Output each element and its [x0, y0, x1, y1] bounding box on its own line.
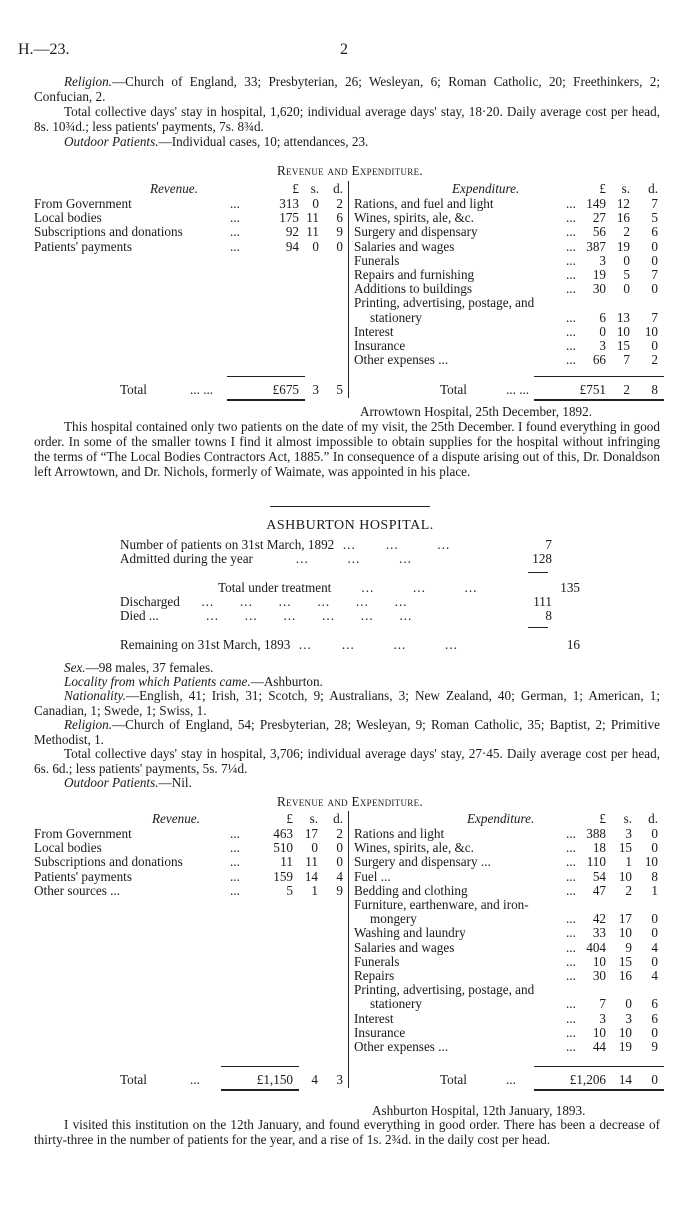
expenditure-row-shillings: 19 — [618, 1039, 632, 1054]
expenditure-row-pence: 9 — [651, 1039, 658, 1054]
expenditure-row-pounds: 404 — [586, 939, 606, 955]
expenditure-total-label: Total — [440, 382, 467, 397]
revenue-row-shillings: 11 — [306, 224, 319, 240]
expenditure-row-label: Salaries and wages — [354, 939, 455, 955]
expenditure-row-shillings: 3 — [625, 826, 632, 841]
expenditure-row-label: Bedding and clothing — [354, 882, 468, 898]
revenue-currency-head: s. — [309, 811, 318, 826]
expenditure-total-dots: ... ... — [506, 382, 530, 397]
revenue-row-pence: 0 — [336, 840, 343, 856]
expenditure-row-pence: 6 — [651, 1010, 658, 1026]
revenue-row-dots: ... — [230, 196, 240, 211]
expenditure-row-shillings: 0 — [623, 252, 630, 268]
expenditure-row-pence: 4 — [651, 968, 658, 983]
expenditure-row-pounds: 30 — [592, 968, 606, 983]
expenditure-row-shillings: 10 — [616, 323, 630, 339]
expenditure-row-dots: ... — [566, 996, 576, 1012]
expenditure-row-shillings: 2 — [625, 882, 632, 898]
ashburton-stay: Total collective days' stay in hospital, 3,706; individual average days' stay, 27·45. Daily average cost per head, 6s. 6d.; less patients' payments, 5s. 7¼d. — [34, 746, 660, 776]
revenue-total-label: Total — [120, 1072, 147, 1087]
expenditure-row-pounds: 10 — [592, 1024, 606, 1040]
revenue-total-pence: 5 — [336, 382, 343, 397]
expenditure-row-dots: ... — [566, 281, 576, 297]
revenue-total-dots: ... ... — [190, 382, 214, 397]
expenditure-row-shillings: 15 — [618, 840, 632, 856]
expenditure-row-label: Insurance — [354, 338, 406, 353]
expenditure-row-pounds: 33 — [592, 925, 606, 941]
ashburton-table-title: Revenue and Expenditure. — [277, 794, 423, 809]
expenditure-row-dots: ... — [566, 1010, 576, 1026]
revenue-row-label: Other sources ... — [34, 882, 121, 898]
stat-rule — [528, 572, 548, 573]
expenditure-row-pence: 7 — [651, 196, 658, 211]
expenditure-row-dots: ... — [566, 953, 576, 969]
revenue-row-dots: ... — [230, 854, 240, 870]
expenditure-row-shillings: 7 — [623, 352, 630, 368]
expenditure-row-dots: ... — [566, 882, 576, 898]
expenditure-row-pence: 1 — [651, 882, 658, 898]
revenue-row-shillings: 14 — [304, 868, 318, 884]
expenditure-row-label: Wines, spirits, ale, &c. — [354, 840, 474, 856]
revenue-row-shillings: 11 — [306, 210, 319, 226]
expenditure-currency-head: £ — [599, 181, 606, 196]
expenditure-row-shillings: 16 — [616, 210, 630, 226]
expenditure-row-pence: 10 — [644, 323, 658, 339]
expenditure-currency-head: d. — [648, 181, 658, 196]
arrowtown-religion: Religion.—Church of England, 33; Presbyterian, 26; Wesleyan, 6; Roman Catholic, 20; Freethinkers, 2; Confucian, 2. — [34, 74, 660, 104]
column-separator — [348, 811, 349, 1088]
revenue-row-dots: ... — [230, 868, 240, 884]
revenue-row-dots: ... — [230, 224, 240, 240]
expenditure-total-dots: ... — [506, 1072, 516, 1087]
ashburton-nationality: Nationality.—English, 41; Irish, 31; Scotch, 9; Australians, 3; New Zealand, 40; German, 1; American, 1; Canadian, 1; Swede, 1; Swiss, 1. — [34, 688, 660, 718]
revenue-row-label: Subscriptions and donations — [34, 224, 183, 240]
expenditure-row-pounds: 44 — [592, 1039, 606, 1054]
expenditure-row-dots: ... — [566, 352, 576, 368]
revenue-total-shillings: 4 — [311, 1072, 318, 1087]
revenue-heading: Revenue. — [150, 181, 198, 196]
stat-number-label: Number of patients on 31st March, 1892 ... ... ... — [120, 537, 451, 552]
expenditure-row-pence: 6 — [651, 996, 658, 1012]
revenue-currency-head: s. — [310, 181, 319, 196]
revenue-row-pounds: 510 — [273, 840, 293, 856]
ashburton-title: ASHBURTON HOSPITAL. — [266, 518, 434, 533]
expenditure-row-dots: ... — [566, 826, 576, 841]
revenue-row-pounds: 463 — [273, 826, 293, 841]
expenditure-row-dots: ... — [566, 1024, 576, 1040]
revenue-row-pounds: 159 — [273, 868, 293, 884]
expenditure-row-label: Washing and laundry — [354, 925, 466, 941]
expenditure-total-pounds: £751 — [579, 382, 606, 397]
ashburton-signature: Ashburton Hospital, 12th January, 1893. — [372, 1103, 586, 1118]
expenditure-row-label: Interest — [354, 1010, 394, 1026]
revenue-row-pence: 0 — [336, 238, 343, 254]
expenditure-row-label: Funerals — [354, 953, 400, 969]
expenditure-row-pence: 0 — [651, 1024, 658, 1040]
revenue-row-label: Subscriptions and donations — [34, 854, 183, 870]
revenue-row-pounds: 313 — [279, 196, 299, 211]
expenditure-row-shillings: 10 — [618, 868, 632, 884]
revenue-total-pounds: £675 — [272, 382, 299, 397]
expenditure-row-pounds: 56 — [592, 224, 606, 240]
expenditure-row-pounds: 54 — [592, 868, 606, 884]
revenue-row-dots: ... — [230, 840, 240, 856]
expenditure-row-dots: ... — [566, 840, 576, 856]
expenditure-row-dots: ... — [566, 911, 576, 927]
expenditure-row-shillings: 0 — [623, 281, 630, 297]
expenditure-row-pounds: 7 — [599, 996, 606, 1012]
revenue-currency-head: d. — [333, 811, 343, 826]
expenditure-row-pence: 0 — [651, 840, 658, 856]
expenditure-currency-head: s. — [621, 181, 630, 196]
revenue-row-pounds: 94 — [285, 238, 299, 254]
expenditure-row-dots: ... — [566, 210, 576, 226]
expenditure-row-label: Repairs — [354, 968, 395, 983]
expenditure-row-pounds: 10 — [592, 953, 606, 969]
column-separator — [348, 181, 349, 398]
expenditure-row-pounds: 3 — [599, 1010, 606, 1026]
expenditure-row-dots: ... — [566, 196, 576, 211]
revenue-row-dots: ... — [230, 210, 240, 226]
expenditure-row-label: stationery — [370, 996, 423, 1012]
revenue-row-shillings: 0 — [311, 840, 318, 856]
revenue-total-rule — [221, 1066, 299, 1067]
expenditure-row-shillings: 15 — [618, 953, 632, 969]
expenditure-row-shillings: 10 — [618, 925, 632, 941]
page-number: 2 — [340, 41, 348, 58]
expenditure-row-label: Other expenses ... — [354, 352, 449, 368]
expenditure-row-pounds: 3 — [599, 338, 606, 353]
expenditure-row-dots: ... — [566, 925, 576, 941]
revenue-row-dots: ... — [230, 238, 240, 254]
stat-remaining-label: Remaining on 31st March, 1893 ... ... ... ... — [120, 637, 458, 652]
page-header-ref: H.—23. — [18, 41, 70, 58]
revenue-currency-head: £ — [292, 181, 299, 196]
expenditure-row-pence: 0 — [651, 953, 658, 969]
section-divider — [270, 506, 430, 507]
revenue-row-label: From Government — [34, 826, 132, 841]
expenditure-row-label: Printing, advertising, postage, and — [354, 982, 535, 998]
expenditure-row-label: Surgery and dispensary — [354, 224, 478, 240]
arrowtown-table-title: Revenue and Expenditure. — [277, 163, 423, 178]
expenditure-row-dots: ... — [566, 338, 576, 353]
revenue-row-shillings: 11 — [305, 854, 318, 870]
expenditure-total-pounds: £1,206 — [569, 1072, 606, 1087]
expenditure-row-pounds: 19 — [592, 267, 606, 282]
revenue-row-shillings: 0 — [312, 238, 319, 254]
expenditure-row-label: Printing, advertising, postage, and — [354, 295, 535, 311]
stat-died-label: Died ... ... ... ... ... ... ... — [120, 608, 413, 623]
expenditure-row-dots: ... — [566, 868, 576, 884]
revenue-row-shillings: 1 — [311, 882, 318, 898]
expenditure-row-shillings: 3 — [625, 1010, 632, 1026]
revenue-row-label: From Government — [34, 196, 132, 211]
expenditure-row-dots: ... — [566, 309, 576, 325]
expenditure-row-pence: 0 — [651, 281, 658, 297]
revenue-row-label: Local bodies — [34, 210, 102, 226]
expenditure-row-pence: 2 — [651, 352, 658, 368]
revenue-heading: Revenue. — [152, 811, 200, 826]
revenue-row-label: Patients' payments — [34, 238, 132, 254]
expenditure-heading: Expenditure. — [467, 811, 535, 826]
revenue-total-pounds: £1,150 — [256, 1072, 293, 1087]
expenditure-row-label: Furniture, earthenware, and iron- — [354, 897, 529, 912]
stat-rule-2 — [528, 627, 548, 628]
ashburton-religion: Religion.—Church of England, 54; Presbyterian, 28; Wesleyan, 9; Roman Catholic, 35; Baptist, 2; Primitive Methodist, 1. — [34, 717, 660, 747]
expenditure-row-label: Other expenses ... — [354, 1039, 449, 1054]
expenditure-row-label: Funerals — [354, 252, 400, 268]
expenditure-row-shillings: 15 — [616, 338, 630, 353]
expenditure-row-pounds: 387 — [586, 238, 606, 254]
expenditure-row-dots: ... — [566, 267, 576, 282]
expenditure-row-label: Insurance — [354, 1024, 406, 1040]
stat-remaining-value: 16 — [566, 637, 580, 652]
stat-total-value: 135 — [560, 580, 580, 595]
expenditure-total-shillings: 2 — [623, 382, 630, 397]
expenditure-row-pounds: 6 — [599, 309, 606, 325]
revenue-row-pence: 6 — [336, 210, 343, 226]
expenditure-row-label: Salaries and wages — [354, 238, 455, 254]
expenditure-row-label: Interest — [354, 323, 394, 339]
revenue-currency-head: £ — [286, 811, 293, 826]
expenditure-total-double-rule — [534, 1089, 664, 1091]
revenue-total-double-rule — [221, 1089, 299, 1091]
expenditure-row-dots: ... — [566, 252, 576, 268]
revenue-row-pence: 2 — [336, 196, 343, 211]
expenditure-currency-head: £ — [599, 811, 606, 826]
expenditure-row-pounds: 42 — [592, 911, 606, 927]
expenditure-row-shillings: 10 — [618, 1024, 632, 1040]
revenue-row-shillings: 17 — [304, 826, 318, 841]
expenditure-currency-head: d. — [648, 811, 658, 826]
arrowtown-outdoor: Outdoor Patients.—Individual cases, 10; attendances, 23. — [64, 134, 369, 149]
revenue-row-pounds: 5 — [286, 882, 293, 898]
revenue-total-shillings: 3 — [312, 382, 319, 397]
expenditure-total-rule — [534, 376, 664, 377]
expenditure-row-dots: ... — [566, 968, 576, 983]
revenue-row-pence: 2 — [336, 826, 343, 841]
ashburton-sex: Sex.—98 males, 37 females. — [64, 660, 214, 675]
revenue-total-rule — [227, 376, 305, 377]
expenditure-row-dots: ... — [566, 854, 576, 870]
expenditure-row-shillings: 0 — [625, 996, 632, 1012]
expenditure-row-shillings: 17 — [618, 911, 632, 927]
expenditure-row-shillings: 12 — [616, 196, 630, 211]
expenditure-row-pounds: 0 — [599, 323, 606, 339]
revenue-row-pence: 0 — [336, 854, 343, 870]
arrowtown-report: This hospital contained only two patients on the date of my visit, the 25th December. I found everything in good order. In some of the smaller towns I find it almost impossible to obtain supplies for the hospital without infringing the terms of “The Local Bodies Contractors Act, 1885.” In consequence of a dispute arising out of this, Dr. Donaldson left Arrowtown, and Dr. Nichols, formerly of Waimate, was appointed in his place. — [34, 419, 660, 479]
expenditure-row-pounds: 47 — [592, 882, 606, 898]
stat-discharged-label: Discharged ... ... ... ... ... ... — [120, 594, 408, 609]
revenue-row-pence: 9 — [336, 224, 343, 240]
expenditure-row-label: Rations and light — [354, 826, 445, 841]
expenditure-row-label: Repairs and furnishing — [354, 267, 475, 282]
ashburton-report: I visited this institution on the 12th January, and found everything in good order. There has been a decrease of thirty-three in the number of patients for the year, and a rise of 1s. 2¾d. in the daily cost per head. — [34, 1117, 660, 1147]
expenditure-currency-head: s. — [623, 811, 632, 826]
expenditure-row-dots: ... — [566, 1039, 576, 1054]
expenditure-row-shillings: 9 — [625, 939, 632, 955]
expenditure-row-label: Fuel ... — [354, 868, 391, 884]
stat-discharged-value: 111 — [533, 594, 552, 609]
expenditure-row-pence: 0 — [651, 338, 658, 353]
expenditure-row-pence: 5 — [651, 210, 658, 226]
revenue-total-dots: ... — [190, 1072, 200, 1087]
expenditure-row-label: Surgery and dispensary ... — [354, 854, 491, 870]
expenditure-row-label: mongery — [370, 911, 417, 927]
stat-admitted-value: 128 — [532, 551, 552, 566]
expenditure-row-shillings: 5 — [623, 267, 630, 282]
expenditure-row-label: stationery — [370, 309, 423, 325]
expenditure-row-pence: 0 — [651, 925, 658, 941]
expenditure-row-dots: ... — [566, 323, 576, 339]
expenditure-row-label: Rations, and fuel and light — [354, 196, 494, 211]
revenue-row-shillings: 0 — [312, 196, 319, 211]
expenditure-row-label: Additions to buildings — [354, 281, 472, 297]
revenue-total-double-rule — [227, 399, 305, 401]
expenditure-row-pounds: 149 — [586, 196, 606, 211]
revenue-row-label: Patients' payments — [34, 868, 132, 884]
expenditure-total-label: Total — [440, 1072, 467, 1087]
expenditure-row-pence: 10 — [644, 854, 658, 870]
expenditure-row-pounds: 388 — [586, 826, 606, 841]
ashburton-locality: Locality from which Patients came.—Ashburton. — [64, 674, 323, 689]
expenditure-row-pounds: 30 — [592, 281, 606, 297]
expenditure-row-shillings: 13 — [616, 309, 630, 325]
expenditure-total-pence: 0 — [651, 1072, 658, 1087]
arrowtown-stay: Total collective days' stay in hospital, 1,620; individual average days' stay, 18·20. Daily average cost per head, 8s. 10¾d.; less patients' payments, 7s. 8¾d. — [34, 104, 660, 134]
revenue-row-pounds: 175 — [279, 210, 299, 226]
expenditure-total-double-rule — [534, 399, 664, 401]
expenditure-row-shillings: 16 — [618, 968, 632, 983]
ashburton-outdoor: Outdoor Patients.—Nil. — [64, 775, 192, 790]
revenue-currency-head: d. — [333, 181, 343, 196]
expenditure-row-label: Wines, spirits, ale, &c. — [354, 210, 474, 226]
revenue-total-label: Total — [120, 382, 147, 397]
expenditure-heading: Expenditure. — [452, 181, 520, 196]
revenue-row-dots: ... — [230, 826, 240, 841]
revenue-row-pounds: 11 — [280, 854, 293, 870]
revenue-row-pence: 4 — [336, 868, 343, 884]
expenditure-row-pence: 0 — [651, 238, 658, 254]
expenditure-row-pounds: 18 — [592, 840, 606, 856]
expenditure-row-pounds: 110 — [586, 854, 606, 870]
stat-number-value: 7 — [545, 537, 552, 552]
stat-total-label: Total under treatment ... ... ... — [218, 580, 478, 595]
revenue-total-pence: 3 — [336, 1072, 343, 1087]
expenditure-row-shillings: 19 — [616, 238, 630, 254]
expenditure-row-pence: 8 — [651, 868, 658, 884]
stat-died-value: 8 — [545, 608, 552, 623]
expenditure-row-pounds: 3 — [599, 252, 606, 268]
expenditure-row-pounds: 66 — [592, 352, 606, 368]
expenditure-row-pence: 0 — [651, 826, 658, 841]
expenditure-row-pence: 4 — [651, 939, 658, 955]
expenditure-total-rule — [534, 1066, 664, 1067]
expenditure-row-pence: 0 — [651, 911, 658, 927]
expenditure-row-pence: 7 — [651, 267, 658, 282]
revenue-row-pence: 9 — [336, 882, 343, 898]
expenditure-row-dots: ... — [566, 238, 576, 254]
stat-admitted-label: Admitted during the year ... ... ... — [120, 551, 412, 566]
revenue-row-label: Local bodies — [34, 840, 102, 856]
expenditure-row-shillings: 1 — [625, 854, 632, 870]
revenue-row-pounds: 92 — [285, 224, 299, 240]
expenditure-row-pence: 7 — [651, 309, 658, 325]
expenditure-total-shillings: 14 — [618, 1072, 632, 1087]
expenditure-row-dots: ... — [566, 224, 576, 240]
revenue-row-dots: ... — [230, 882, 240, 898]
expenditure-row-pence: 0 — [651, 252, 658, 268]
arrowtown-signature: Arrowtown Hospital, 25th December, 1892. — [360, 404, 593, 419]
expenditure-row-pounds: 27 — [592, 210, 606, 226]
expenditure-row-pence: 6 — [651, 224, 658, 240]
expenditure-row-shillings: 2 — [623, 224, 630, 240]
expenditure-total-pence: 8 — [651, 382, 658, 397]
expenditure-row-dots: ... — [566, 939, 576, 955]
